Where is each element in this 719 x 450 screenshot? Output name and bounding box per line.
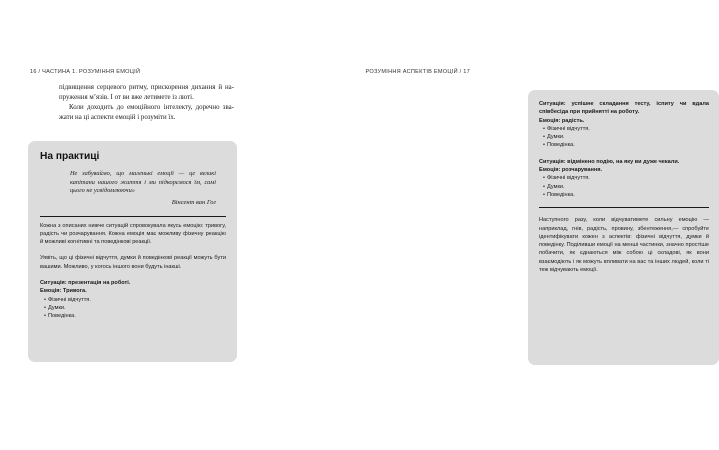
list-item: • Фізичні відчуття. [539, 174, 709, 182]
practice-paragraph: Уявіть, що ці фізичні відчуття, думки й поведінкові реакції можуть бути вашими. Можливо, у когось іншого вони будуть інакші. [40, 255, 226, 270]
practice-box-title: На практиці [40, 151, 100, 162]
left-page [0, 0, 250, 450]
closing-paragraph: Наступного разу, коли відчуватимете сильну емоцію — наприклад, гнів, радість, провину, збентеження,— спробуйте ідентифікувати кожен з аспектів: фізичні відчуття, думки й поведінку. Поділивши емоції на менші частинки, значно простіше побачити, як єднаються між собою ці складові, як вони взаємодіють і як можуть впливати на вас та інших людей, коли ті теж відчувають емоції. [539, 217, 709, 274]
divider [40, 216, 226, 217]
situation-label: Ситуація: презентація на роботі. [40, 279, 131, 286]
running-head-right: РОЗУМІННЯ АСПЕКТІВ ЕМОЦІЙ / 17 [365, 69, 470, 75]
practice-paragraph: Кожна з описаних нижче ситуацій спровокувала якусь емоцію: тривогу, радість чи розчарування. Кожна емоція має можливу фізичну реакцію й можливі когнітивні та поведінкові реакції. [40, 222, 226, 246]
list-item: • Думки. [539, 183, 709, 191]
situation-label: Ситуація: відмінено подію, на яку ви дуже чекали. [539, 158, 680, 165]
right-page [250, 0, 709, 450]
list-item: • Думки. [40, 304, 226, 312]
aspect-list [539, 174, 709, 199]
list-item: • Поведінка. [539, 141, 709, 149]
emotion-label: Емоція: радість. [539, 117, 585, 124]
body-paragraph: Коли доходить до емоційного інтелекту, доречно зважати на ці аспекти емоцій і розуміти їх. [59, 103, 234, 121]
practice-box [28, 141, 237, 362]
list-item: • Поведінка. [40, 312, 226, 320]
list-item: • Думки. [539, 133, 709, 141]
emotion-label: Емоція: Тривога. [40, 288, 87, 295]
list-item: • Фізичні відчуття. [539, 125, 709, 133]
body-paragraph: підвищення серцевого ритму, прискорення дихання й напруження м’язів. І от ви вже летимете із люті. [59, 84, 234, 101]
aspect-list [40, 296, 226, 321]
list-item: • Поведінка. [539, 191, 709, 199]
divider [539, 207, 709, 208]
running-head-left: 16 / ЧАСТИНА 1. РОЗУМІННЯ ЕМОЦІЙ [30, 69, 141, 75]
situation-label: Ситуація: успішне складання тесту, іспиту чи вдала співбесіда при прийнятті на роботу. [539, 101, 709, 116]
list-item: • Фізичні відчуття. [40, 296, 226, 304]
epigraph-quote: Не забуваймо, що маленькі емоції — це великі капітани нашого життя і ми підкорємося їм, самі цього не усвідомлюючи» [70, 170, 216, 194]
epigraph-author: Вінсент ван Гог [171, 198, 216, 206]
aspect-list [539, 125, 709, 150]
practice-box-continued [528, 90, 719, 365]
emotion-label: Емоція: розчарування. [539, 167, 603, 174]
body-text [59, 83, 234, 123]
